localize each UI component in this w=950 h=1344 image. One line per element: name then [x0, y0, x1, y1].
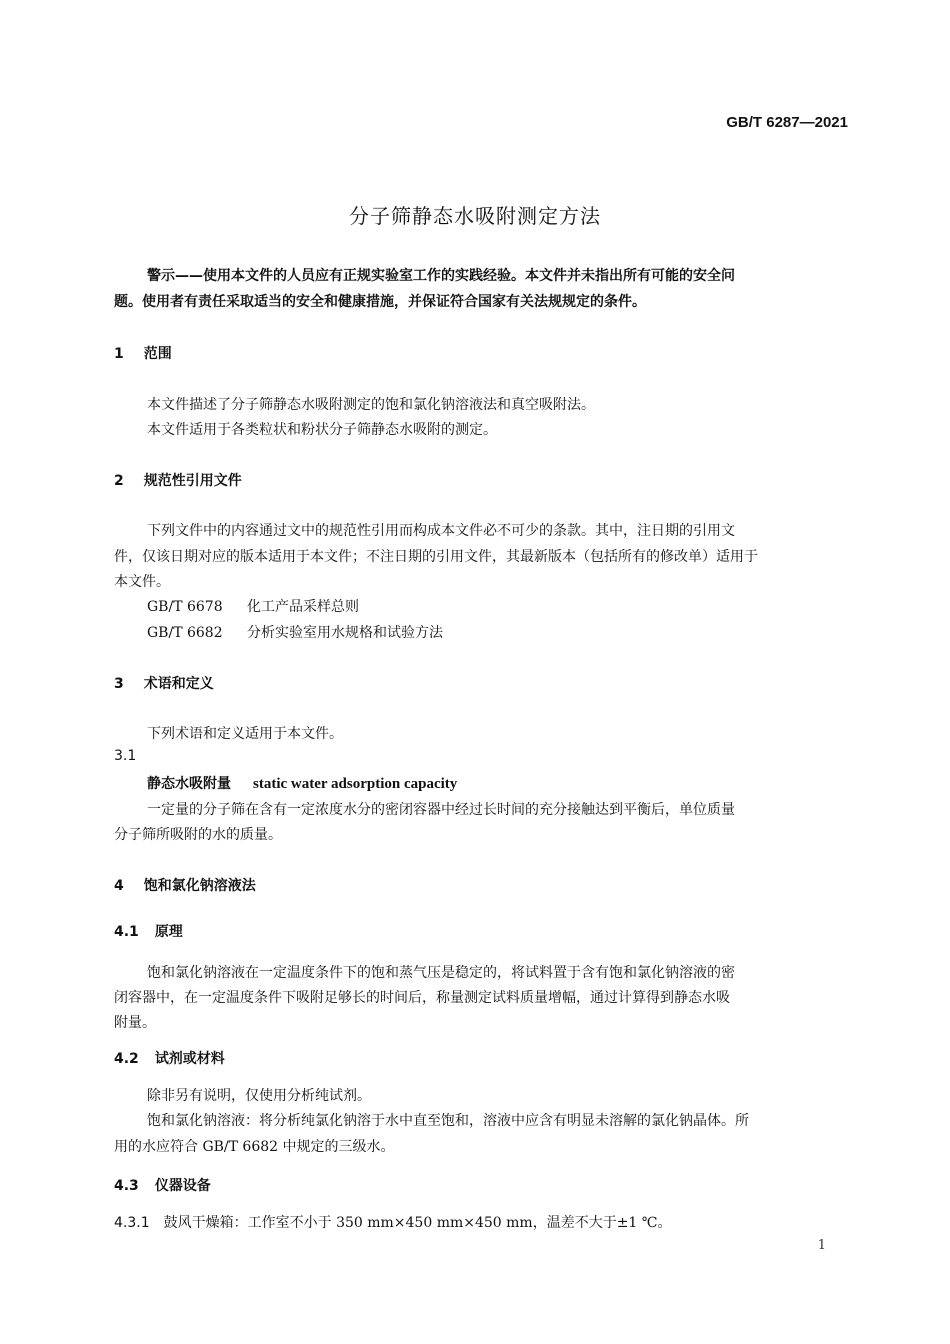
subsection-number: 3.1 — [114, 748, 137, 764]
term-chinese: 静态水吸附量 — [147, 776, 231, 792]
paragraph: 本文件描述了分子筛静态水吸附测定的饱和氯化钠溶液法和真空吸附法。 — [147, 397, 595, 413]
term-english: static water adsorption capacity — [253, 776, 458, 792]
section-3-heading — [114, 673, 214, 693]
definition-line: 一定量的分子筛在含有一定浓度水分的密闭容器中经过长时间的充分接触达到平衡后，单位质量 — [147, 802, 735, 818]
term-entry — [147, 773, 457, 793]
subsection-title: 原理 — [154, 924, 183, 940]
paragraph-line: 本文件。 — [114, 574, 170, 590]
reference-code: GB/T 6682 — [147, 625, 223, 641]
clause-4-3-1 — [114, 1212, 671, 1232]
section-number: 2 — [114, 473, 124, 489]
page-number: 1 — [817, 1238, 826, 1253]
standard-code: GB/T 6287—2021 — [726, 114, 848, 131]
reference-item — [147, 622, 443, 642]
subsection-4-1-heading — [114, 921, 183, 941]
warning-line-1: 警示——使用本文件的人员应有正规实验室工作的实践经验。本文件并未指出所有可能的安全问 — [147, 268, 735, 284]
subsection-4-3-heading — [114, 1175, 211, 1195]
document-title: 分子筛静态水吸附测定方法 — [349, 204, 601, 228]
subsection-title: 仪器设备 — [154, 1178, 211, 1194]
reference-name: 化工产品采样总则 — [247, 599, 359, 615]
paragraph: 本文件适用于各类粒状和粉状分子筛静态水吸附的测定。 — [147, 422, 497, 438]
reference-code: GB/T 6678 — [147, 599, 223, 615]
section-4-heading — [114, 875, 256, 895]
paragraph: 除非另有说明，仅使用分析纯试剂。 — [147, 1088, 371, 1104]
section-number: 1 — [114, 346, 124, 362]
section-title: 范围 — [143, 346, 172, 362]
section-number: 4 — [114, 878, 124, 894]
subsection-number: 4.1 — [114, 924, 139, 940]
definition-line: 分子筛所吸附的水的质量。 — [114, 827, 282, 843]
paragraph-line: 附量。 — [114, 1015, 156, 1031]
paragraph: 下列术语和定义适用于本文件。 — [147, 726, 343, 742]
paragraph-line: 饱和氯化钠溶液在一定温度条件下的饱和蒸气压是稳定的，将试料置于含有饱和氯化钠溶液的密 — [147, 965, 735, 981]
paragraph-line: 件，仅该日期对应的版本适用于本文件；不注日期的引用文件，其最新版本（包括所有的修改单）适用于 — [114, 549, 758, 565]
reference-name: 分析实验室用水规格和试验方法 — [247, 625, 443, 641]
clause-text: 鼓风干燥箱：工作室不小于 350 mm×450 mm×450 mm，温差不大于±1 ℃。 — [163, 1215, 672, 1231]
reference-item — [147, 596, 359, 616]
subsection-4-2-heading — [114, 1048, 225, 1068]
warning-line-2: 题。使用者有责任采取适当的安全和健康措施，并保证符合国家有关法规规定的条件。 — [114, 294, 646, 310]
paragraph-line: 用的水应符合 GB/T 6682 中规定的三级水。 — [114, 1139, 395, 1155]
section-title: 饱和氯化钠溶液法 — [143, 878, 256, 894]
paragraph-line: 饱和氯化钠溶液：将分析纯氯化钠溶于水中直至饱和，溶液中应含有明显未溶解的氯化钠晶体。所 — [147, 1113, 749, 1129]
subsection-title: 试剂或材料 — [154, 1051, 225, 1067]
section-title: 规范性引用文件 — [143, 473, 242, 489]
subsection-number: 4.3 — [114, 1178, 139, 1194]
section-title: 术语和定义 — [143, 676, 214, 692]
subsection-number: 4.2 — [114, 1051, 139, 1067]
clause-number: 4.3.1 — [114, 1215, 150, 1231]
section-1-heading — [114, 343, 172, 363]
section-number: 3 — [114, 676, 124, 692]
paragraph-line: 闭容器中，在一定温度条件下吸附足够长的时间后，称量测定试料质量增幅，通过计算得到静态水吸 — [114, 990, 730, 1006]
paragraph-line: 下列文件中的内容通过文中的规范性引用而构成本文件必不可少的条款。其中，注日期的引用文 — [147, 523, 735, 539]
section-2-heading — [114, 470, 242, 490]
